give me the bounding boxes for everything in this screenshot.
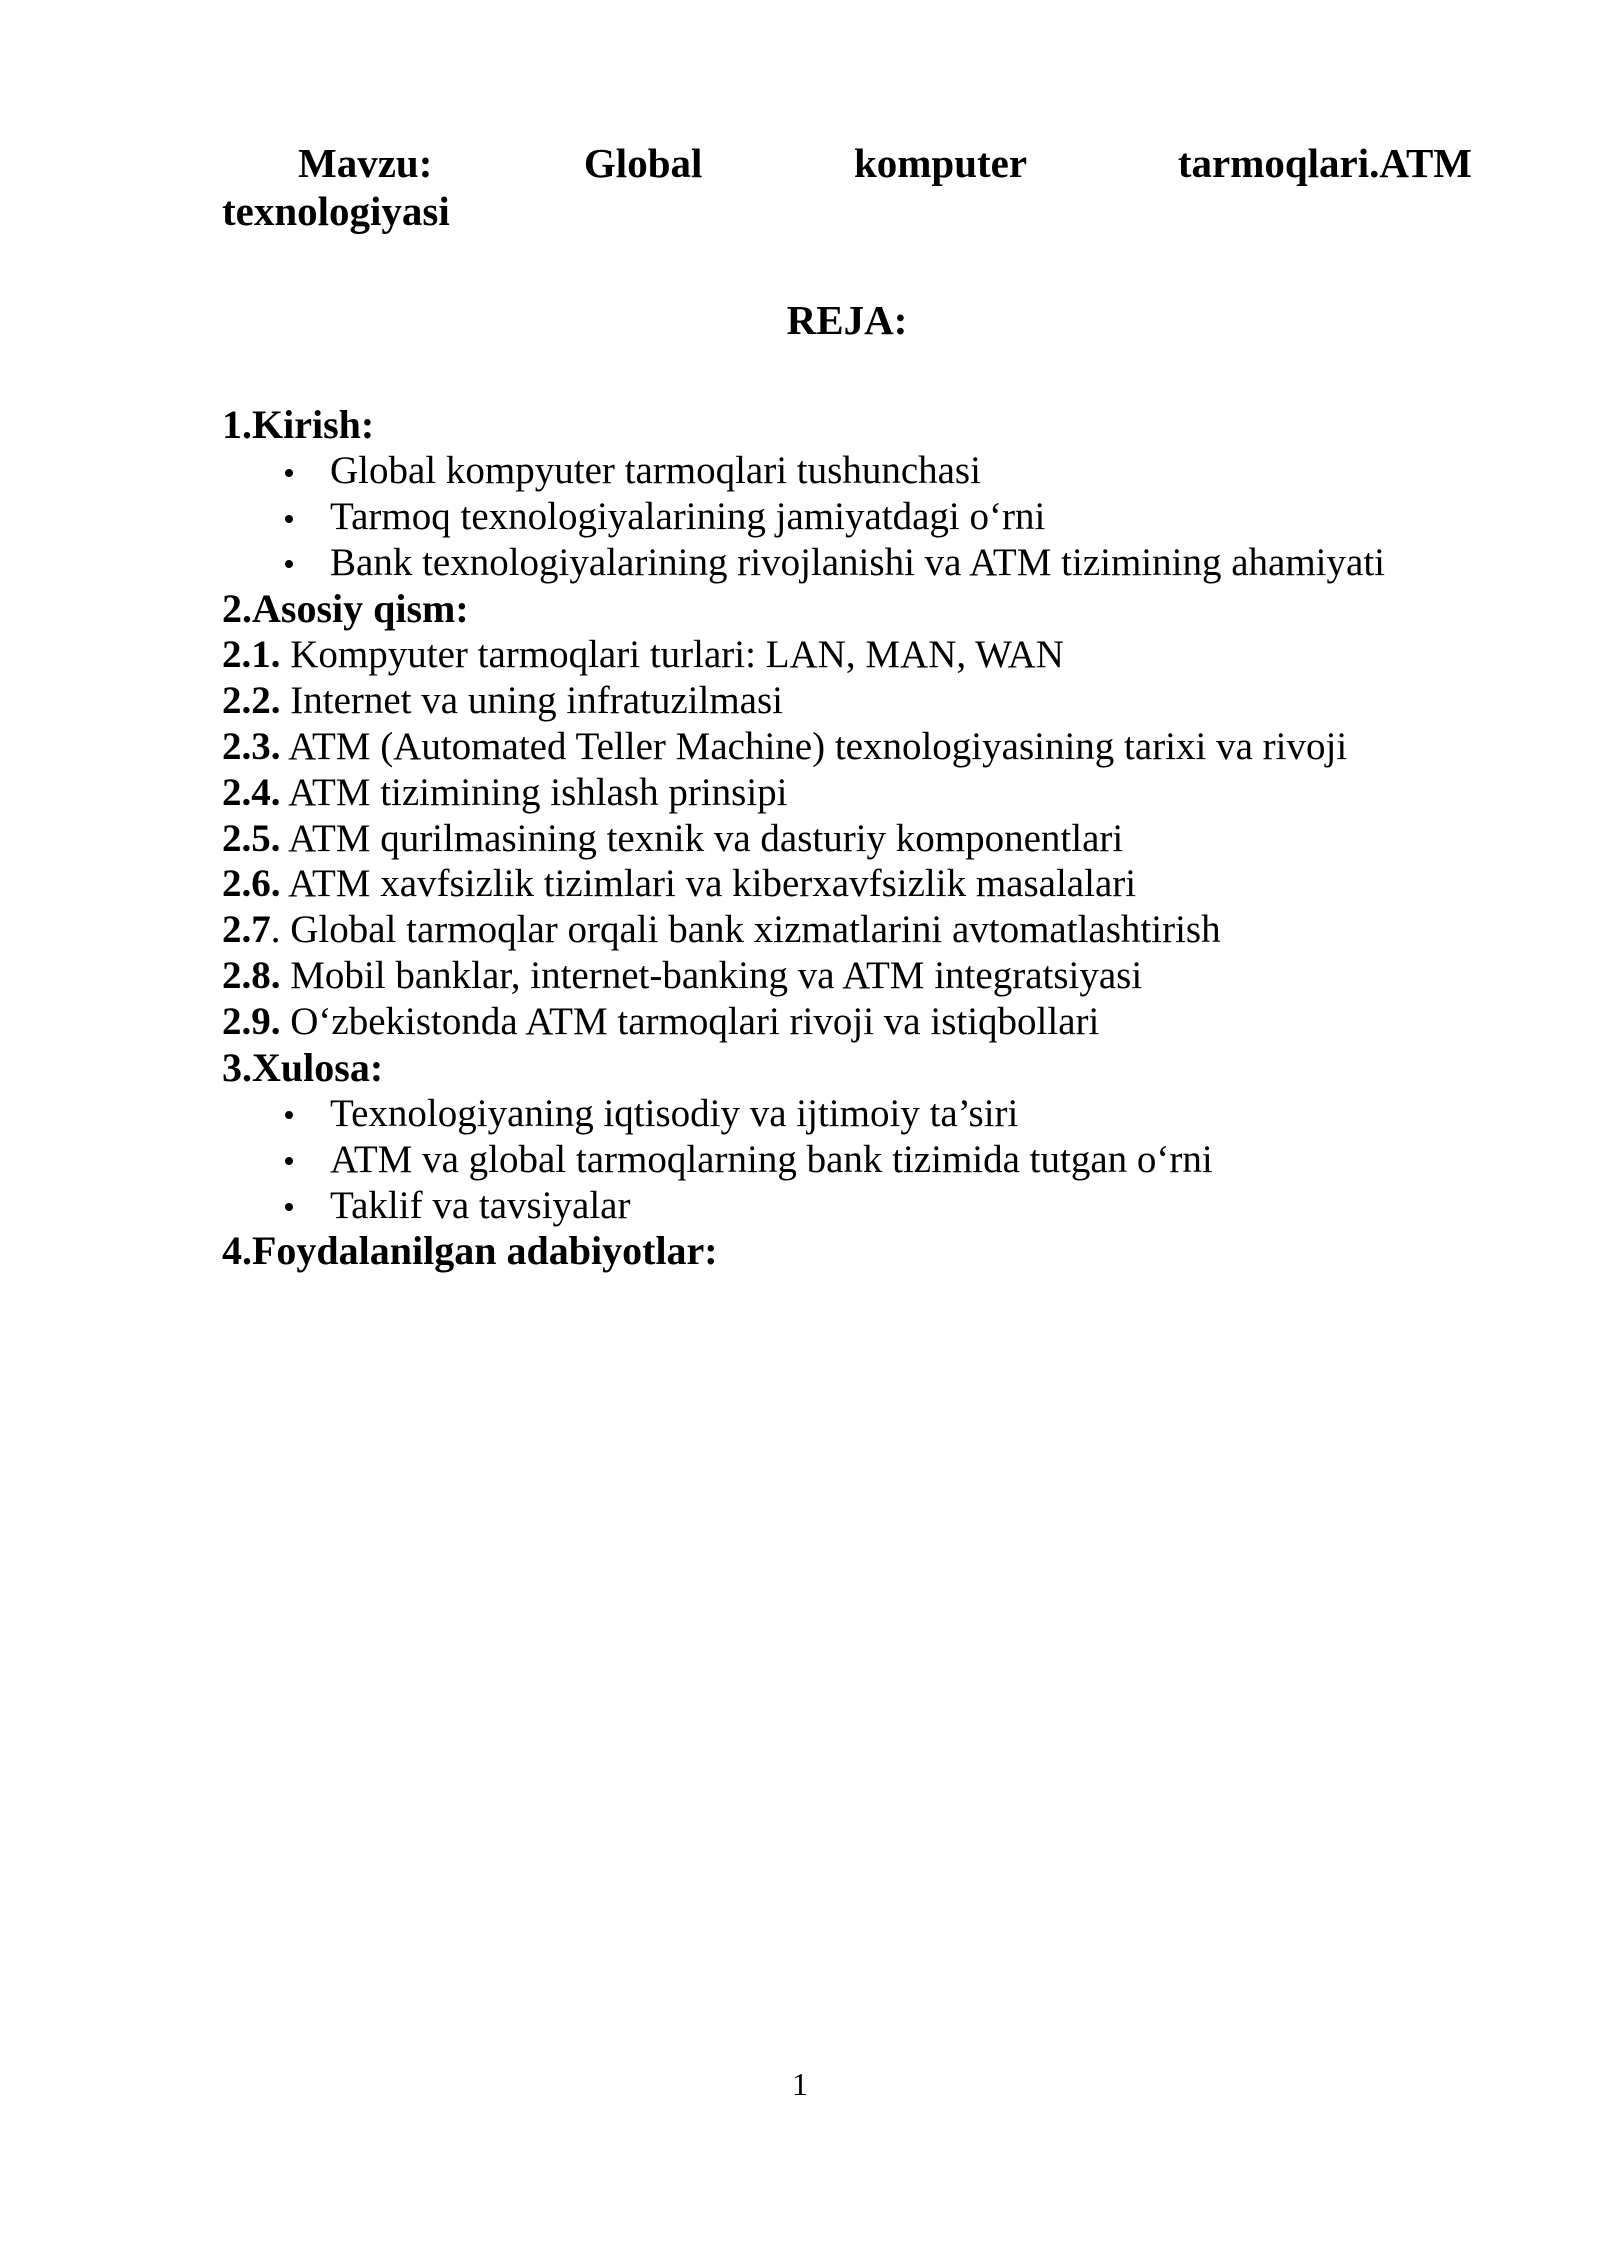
list-item-label: Tarmoq texnologiyalarining jamiyatdagi o‘rni [330, 495, 1046, 539]
sub-item-number: 2.6. [222, 862, 281, 906]
title-word-mavzu: Mavzu: [298, 140, 433, 186]
sub-item-number: 2.2. [222, 679, 281, 723]
list-item [222, 1183, 1472, 1229]
plan-heading: REJA: [786, 296, 908, 343]
bullet-dot-icon [285, 1203, 293, 1211]
bullet-dot-icon [285, 469, 293, 477]
sub-item-2-6 [222, 861, 1472, 907]
sub-item-2-1 [222, 632, 1472, 678]
sub-item-text: Mobil banklar, internet-banking va ATM integratsiyasi [280, 953, 1143, 997]
sub-item-2-8 [222, 953, 1472, 999]
title-word-global: Global [583, 140, 703, 186]
list-item-label: Texnologiyaning iqtisodiy va ijtimoiy ta’siri [330, 1092, 1019, 1135]
sub-item-number: 2.9. [222, 999, 281, 1043]
sub-item-2-5 [222, 816, 1472, 862]
sub-item-2-9 [222, 999, 1472, 1045]
bullet-dot-icon [285, 515, 293, 523]
document-body [222, 140, 1472, 1275]
list-item-label: ATM va global tarmoqlarning bank tizimida tutgan o‘rni [330, 1137, 1213, 1181]
list-item [222, 1137, 1472, 1183]
xulosa-bullet-list [222, 1091, 1472, 1228]
section-heading-asosiy-qism: 2.Asosiy qism: [222, 585, 469, 631]
sub-item-text: Kompyuter tarmoqlari turlari: LAN, MAN, WAN [280, 633, 1064, 677]
list-item [222, 448, 1472, 494]
bullet-dot-icon [285, 1111, 293, 1119]
sub-item-number: 2.7 [222, 908, 271, 952]
title-word-komputer: komputer [853, 140, 1027, 186]
sub-item-text: Internet va uning infratuzilmasi [280, 679, 784, 723]
sub-item-number: 2.3. [222, 724, 281, 768]
page-number: 1 [792, 2066, 808, 2102]
sub-item-2-3 [222, 724, 1472, 770]
title-line-2: texnologiyasi [222, 187, 450, 234]
list-item-label: Global kompyuter tarmoqlari tushunchasi [330, 449, 981, 493]
title-word-tarmoqlari-atm: tarmoqlari.ATM [1177, 140, 1473, 186]
page-title [222, 140, 1472, 236]
section-heading-kirish: 1.Kirish: [222, 402, 375, 448]
bullet-dot-icon [285, 1157, 293, 1165]
sub-item-2-2 [222, 678, 1472, 724]
sub-item-text: . Global tarmoqlar orqali bank xizmatlarini avtomatlashtirish [270, 908, 1221, 952]
sub-item-number: 2.4. [222, 770, 281, 814]
title-line-1 [222, 140, 1472, 188]
bullet-dot-icon [285, 560, 293, 568]
list-item [222, 494, 1472, 540]
list-item-label: Taklif va tavsiyalar [330, 1183, 631, 1227]
sub-item-2-7 [222, 907, 1472, 953]
sub-item-text: O‘zbekistonda ATM tarmoqlari rivoji va istiqbollari [280, 999, 1100, 1043]
section-heading-xulosa: 3.Xulosa: [222, 1044, 384, 1090]
list-item [222, 1091, 1472, 1137]
sub-item-text: ATM tizimining ishlash prinsipi [280, 770, 788, 814]
sub-item-number: 2.1. [222, 633, 281, 677]
sub-item-2-4 [222, 770, 1472, 816]
sub-item-number: 2.5. [222, 816, 281, 860]
kirish-bullet-list [222, 448, 1472, 585]
sub-item-text: ATM xavfsizlik tizimlari va kiberxavfsizlik masalalari [280, 862, 1137, 906]
list-item [222, 540, 1472, 586]
list-item-label: Bank texnologiyalarining rivojlanishi va ATM tizimining ahamiyati [330, 541, 1385, 585]
section-heading-adabiyotlar: 4.Foydalanilgan adabiyotlar: [222, 1228, 718, 1274]
sub-item-number: 2.8. [222, 953, 281, 997]
sub-item-text: ATM (Automated Teller Machine) texnologiyasining tarixi va rivoji [280, 724, 1348, 768]
sub-item-text: ATM qurilmasining texnik va dasturiy komponentlari [280, 816, 1124, 860]
